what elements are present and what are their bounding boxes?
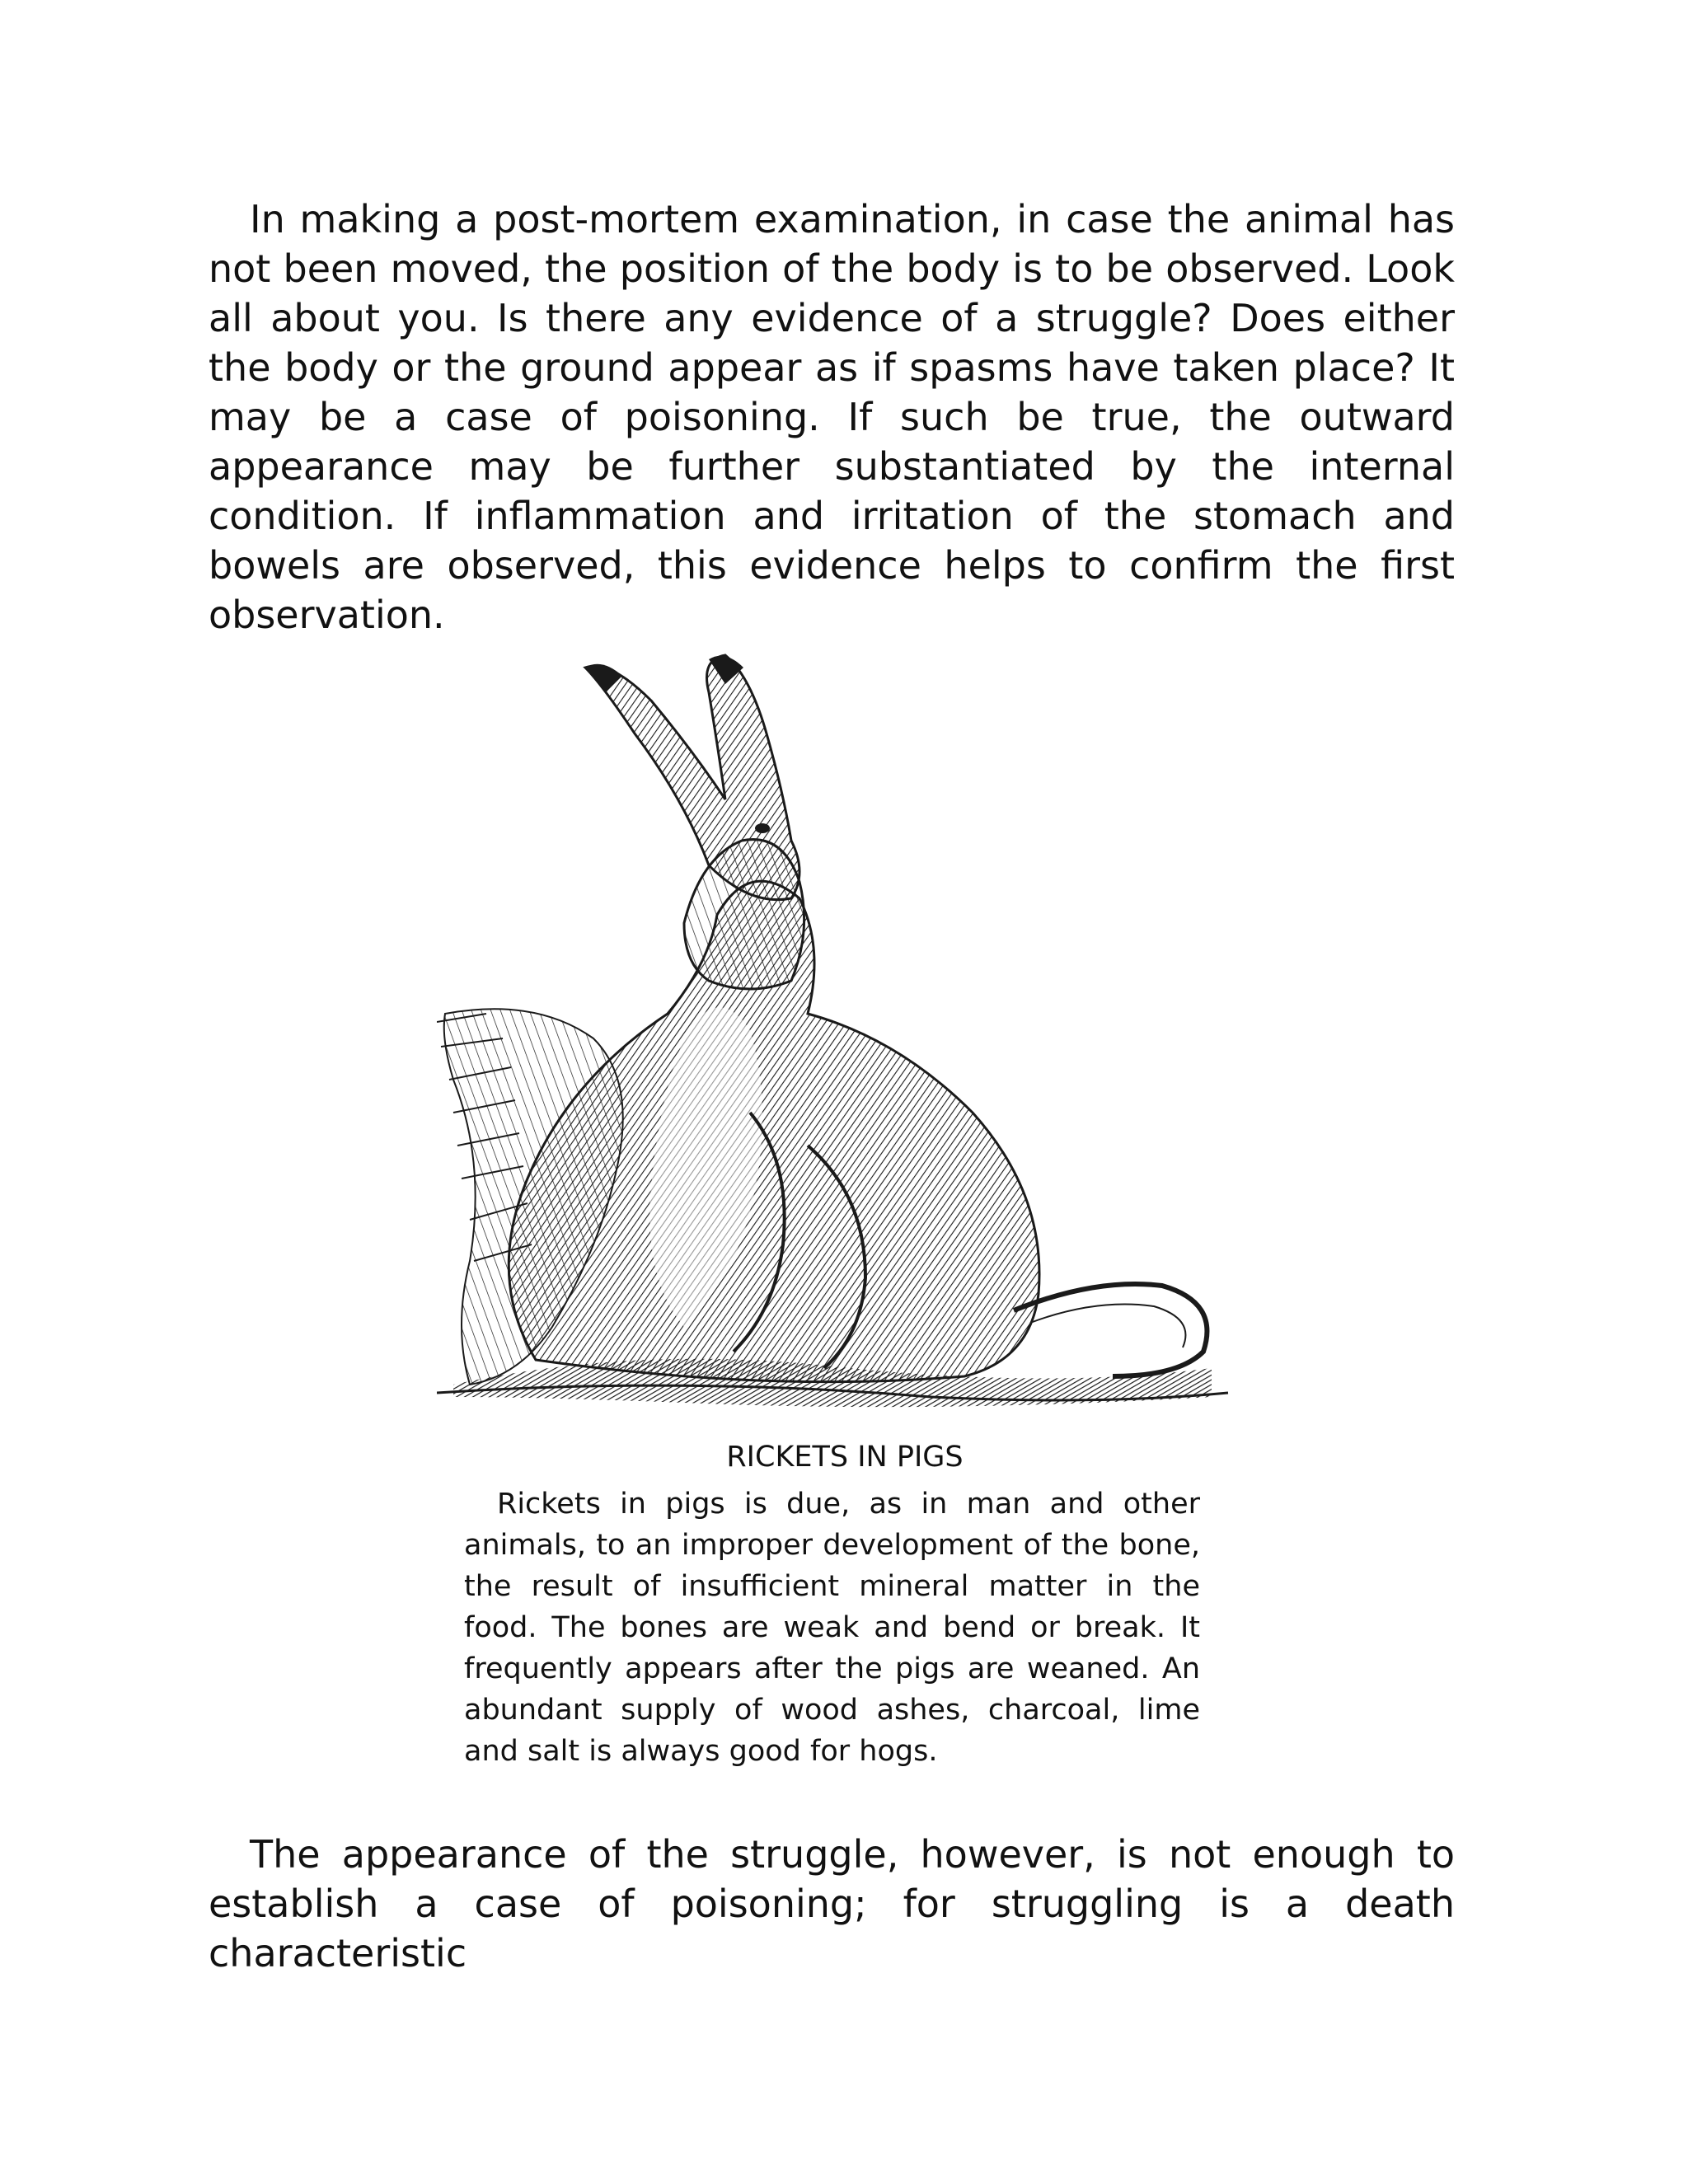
rickets-pig-drawing [437,651,1236,1409]
pig-illustration [437,651,1236,1409]
body-paragraph-2: The appearance of the struggle, however, is not enough to establish a case of poisoning; for struggling is a death characteristic [209,1832,1455,1975]
figure-caption-title: RICKETS IN PIGS [726,1441,964,1474]
figure-caption-text: Rickets in pigs is due, as in man and other animals, to an improper development of the bone, the result of insufficient mineral matter in the food. The bones are weak and bend or break. It frequently appears after the pigs are weaned. An abundant supply of wood ashes, charcoal, lime and salt is always good for hogs. [464,1488,1200,1768]
body-paragraph-1: In making a post-mortem examination, in case the animal has not been moved, the position of the body is to be observed. Look all about you. Is there any evidence of a struggle? Does either the body or the ground appear as if spasms have taken place? It may be a case of poisoning. If such be true, the outward appearance may be further substantiated by the internal condition. If inflammation and irritation of the stomach and bowels are observed, this evidence helps to confirm the first observation. [209,197,1455,637]
